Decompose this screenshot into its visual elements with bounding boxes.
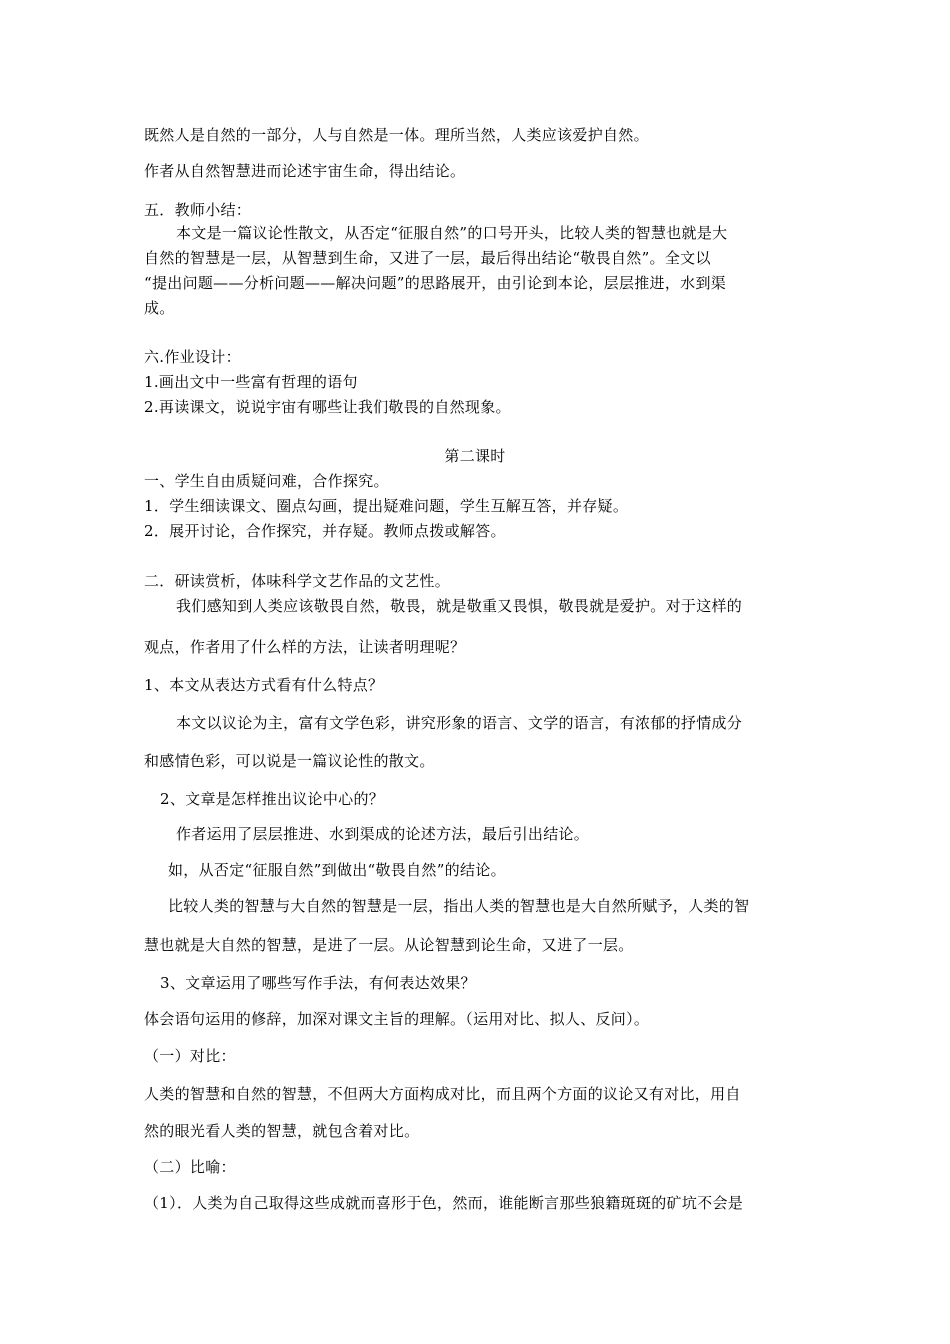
text-line: 观点，作者用了什么样的方法，让读者明理呢？ bbox=[144, 638, 466, 656]
text-line: 成。 bbox=[144, 299, 175, 317]
section-heading: 二．研读赏析，体味科学文艺作品的文艺性。 bbox=[144, 572, 451, 590]
question-heading: 2、文章是怎样推出议论中心的？ bbox=[160, 790, 385, 808]
section-heading: 一、学生自由质疑问难，合作探究。 bbox=[144, 472, 389, 490]
subsection-heading: （二）比喻： bbox=[144, 1158, 236, 1176]
list-item: 1.画出文中一些富有哲理的语句 bbox=[144, 373, 358, 391]
list-item: 1．学生细读课文、圈点勾画，提出疑难问题，学生互解互答，并存疑。 bbox=[144, 497, 629, 515]
text-line: 然的眼光看人类的智慧，就包含着对比。 bbox=[144, 1122, 420, 1140]
text-line: （1）．人类为自己取得这些成就而喜形于色，然而，谁能断言那些狼籍斑斑的矿坑不会是 bbox=[144, 1194, 744, 1212]
text-line: 慧也就是大自然的智慧，是进了一层。从论智慧到论生命，又进了一层。 bbox=[144, 936, 634, 954]
section-heading: 五．教师小结： bbox=[144, 201, 252, 219]
text-line: 如，从否定“征服自然”到做出“敬畏自然”的结论。 bbox=[168, 861, 506, 879]
text-line: 和感情色彩，可以说是一篇议论性的散文。 bbox=[144, 752, 435, 770]
text-line: 本文是一篇议论性散文，从否定“征服自然”的口号开头，比较人类的智慧也就是大 bbox=[176, 224, 728, 242]
question-heading: 1、本文从表达方式看有什么特点？ bbox=[144, 676, 384, 694]
text-line: 体会语句运用的修辞，加深对课文主旨的理解。（运用对比、拟人、反问）。 bbox=[144, 1010, 650, 1028]
lesson-title: 第二课时 bbox=[444, 447, 506, 465]
text-line: 比较人类的智慧与大自然的智慧是一层，指出人类的智慧也是大自然所赋予，人类的智 bbox=[168, 897, 750, 915]
text-line: 既然人是自然的一部分，人与自然是一体。理所当然，人类应该爱护自然。 bbox=[144, 126, 649, 144]
list-item: 2．展开讨论，合作探究，并存疑。教师点拨或解答。 bbox=[144, 522, 506, 540]
subsection-heading: （一）对比： bbox=[144, 1047, 236, 1065]
text-line: 我们感知到人类应该敬畏自然，敬畏，就是敬重又畏惧，敬畏就是爱护。对于这样的 bbox=[176, 597, 743, 615]
section-heading: 六.作业设计： bbox=[144, 348, 241, 366]
question-heading: 3、文章运用了哪些写作手法，有何表达效果？ bbox=[160, 974, 476, 992]
text-line: 本文以议论为主，富有文学色彩，讲究形象的语言、文学的语言，有浓郁的抒情成分 bbox=[176, 714, 743, 732]
text-line: “提出问题——分析问题——解决问题”的思路展开，由引论到本论，层层推进，水到渠 bbox=[144, 274, 727, 292]
text-line: 人类的智慧和自然的智慧，不但两大方面构成对比，而且两个方面的议论又有对比，用自 bbox=[144, 1085, 741, 1103]
text-line: 作者运用了层层推进、水到渠成的论述方法，最后引出结论。 bbox=[176, 825, 590, 843]
list-item: 2.再读课文，说说宇宙有哪些让我们敬畏的自然现象。 bbox=[144, 398, 511, 416]
text-line: 自然的智慧是一层，从智慧到生命，又进了一层，最后得出结论“敬畏自然”。全文以 bbox=[144, 249, 711, 267]
text-line: 作者从自然智慧进而论述宇宙生命，得出结论。 bbox=[144, 162, 466, 180]
